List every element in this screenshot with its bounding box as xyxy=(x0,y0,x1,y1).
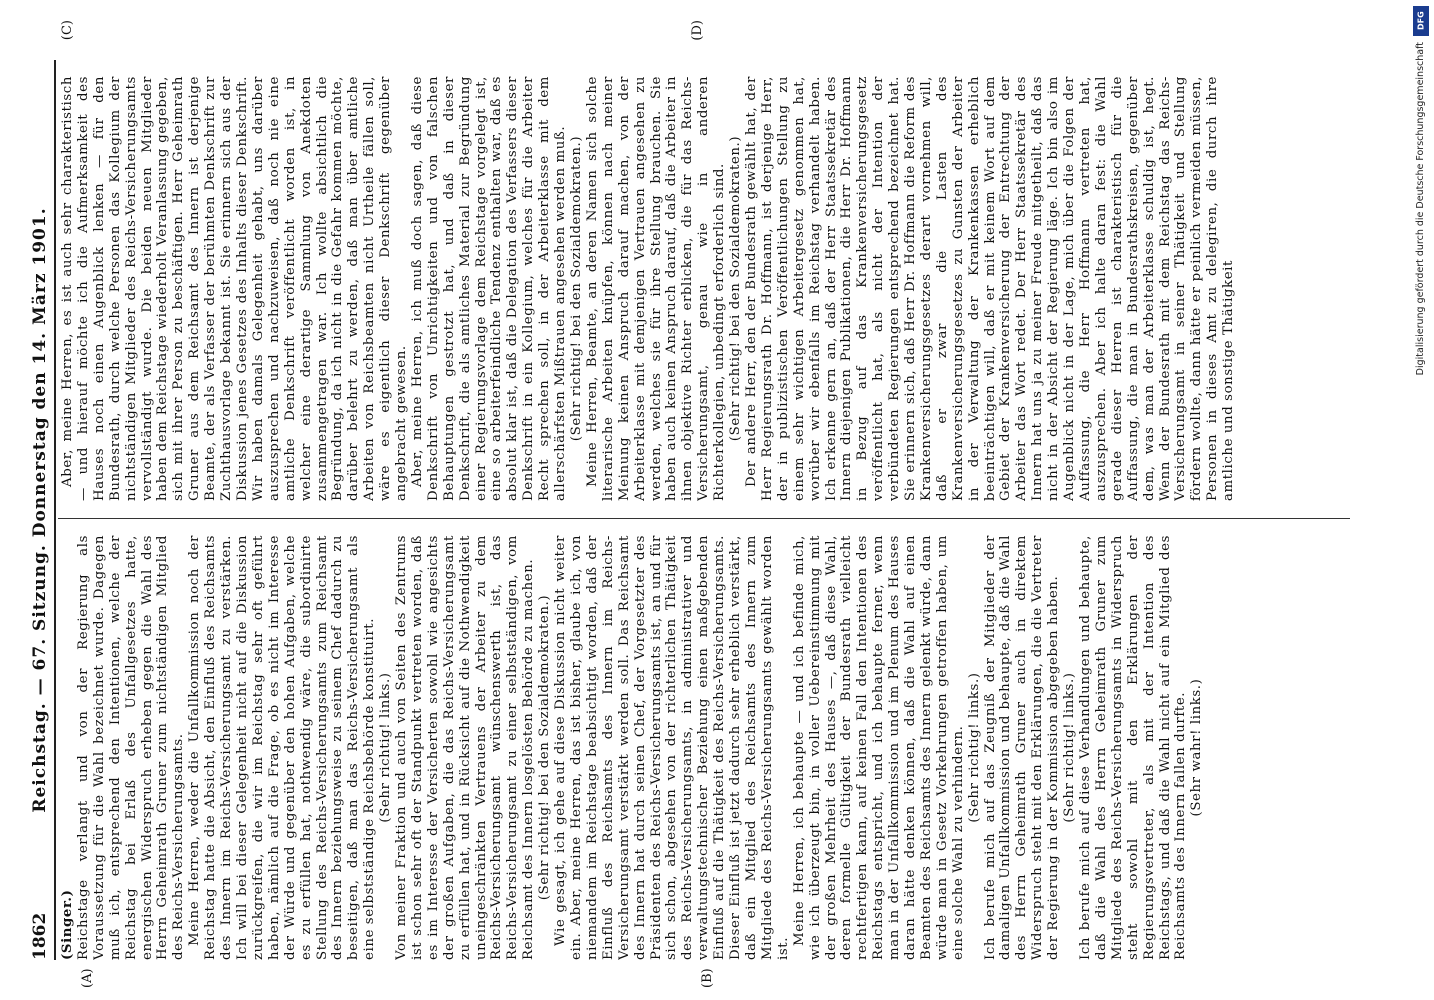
paragraph: Aber, meine Herren, ich muß doch sagen, daß diese Denkschrift von Unrichtigkeiten und von falschen Behauptungen gestrotzt hat, und daß in dieser Denkschrift, die als amtliches Material zur Begründung einer Regierungsvorlage dem Reichstage vorgelegt ist, eine so arbeiterfeindliche Tendenz enthalten war, daß es absolut klar ist, daß die Delegation des Verfassers dieser Denkschrift in ein Kollegium, welches für die Arbeiter Recht sprechen soll, in der Arbeiterklasse mit dem allerschärfsten Mißtrauen angesehen werden muß. xyxy=(409,76,569,501)
interjection: (Sehr richtig! links.) xyxy=(378,672,394,823)
interjection: (Sehr wahr! links.) xyxy=(1189,678,1205,817)
paragraph: Ich berufe mich auf das Zeugniß der Mitglieder der damaligen Unfallkommission und behaupte, daß die Wahl des Herrn Geheimrath Gruner auch in direktem Widerspruch steht mit den Erklärungen, die die Vertreter der Regierung in der Kommission abgegeben haben. xyxy=(982,535,1062,960)
paragraph: Aber, meine Herren, es ist auch sehr charakteristisch — und hierauf möchte ich die Aufmerksamkeit des Hauses noch einen Augenblick lenken — für den Bundesrath, durch welche Personen das Kollegium der nichtständigen Mitglieder des Reichs-Versicherungsamts vervollständigt wurde. Die beiden neuen Mitglieder haben dem Reichstage wiederholt Veranlassung gegeben, sich mit ihrer Person zu beschäftigen. Herr Geheimrath Gruner aus dem Reichsamt des Innern ist derjenige Beamte, der als Verfasser der berühmten Denkschrift zur Zuchthausvorlage bekannt ist. Sie erinnern sich aus der Diskussion jenes Gesetzes des Inhalts dieser Denkschrift. Wir haben damals Gelegenheit gehabt, uns darüber auszusprechen und nachzuweisen, daß noch nie eine amtliche Denkschrift veröffentlicht worden ist, in welcher eine derartige Sammlung von Anekdoten zusammengetragen war. Ich wollte absichtlich die Begründung, da ich nicht in die Gefahr kommen möchte, darüber belehrt zu werden, daß man über amtliche Arbeiten von Reichsbeamten nicht Urtheile fällen soll, wäre es eigentlich dieser Denkschrift gegenüber angebracht gewesen. xyxy=(60,76,410,501)
margin-marker-a: (A) xyxy=(80,968,95,988)
paragraph: Ich berufe mich auf diese Verhandlungen und behaupte, daß die Wahl des Herrn Geheimrath Gruner zum Mitgliede des Reichs-Versicherungsamts in Widerspruch steht sowohl mit den Erklärungen der Regierungsvertreter, als mit der Intention des Reichstags, und daß die Wahl nicht auf ein Mitglied des Reichsamts des Innern fallen durfte. xyxy=(1078,535,1189,960)
paragraph: Wie gesagt, ich gehe auf diese Diskussion nicht weiter ein. Aber, meine Herren, das ist bisher, glaube ich, von niemandem im Reichstage beabsichtigt worden, daß der Einfluß des Reichsamts des Innern im Reichs-Versicherungsamt verstärkt werden soll. Das Reichsamt des Innern hat durch seinen Chef, der Vorgesetzter des Präsidenten des Reichs-Versicherungsamts ist, an und für sich schon, abgesehen von der richterlichen Thätigkeit des Reichs-Versicherungsamts, in administrativer und verwaltungstechnischer Beziehung einen maßgebenden Einfluß auf die Thätigkeit des Reichs-Versicherungsamts. Dieser Einfluß ist jetzt dadurch sehr erheblich verstärkt, daß ein Mitglied des Reichsamts des Innern zum Mitgliede des Reichs-Versicherungsamts gewählt worden ist. xyxy=(553,535,791,960)
text-columns xyxy=(60,60,1350,960)
watermark-text: Digitalisierung gefördert durch die Deutsche Forschungsgemeinschaft xyxy=(1415,42,1426,376)
interjection: (Sehr richtig! bei den Sozialdemokraten.) xyxy=(728,135,744,442)
dfg-watermark xyxy=(1410,6,1432,996)
paragraph: Meine Herren, weder die Unfallkommission noch der Reichstag hatte die Absicht, den Einfluß des Reichsamts des Innern im Reichs-Versicherungsamt zu verstärken. Ich will bei dieser Gelegenheit nicht auf die Diskussion zurückgreifen, die wir im Reichstag sehr oft geführt haben, nämlich auf die Frage, ob es nicht im Interesse der Würde und gegenüber den hohen Aufgaben, welche es zu erfüllen hat, nothwendig wäre, die subordinirte Stellung des Reichs-Versicherungsamts zum Reichsamt des Innern beziehungsweise zu seinem Chef dadurch zu beseitigen, daß man das Reichs-Versicherungsamt als eine selbstständige Reichsbehörde konstituirt. xyxy=(187,535,378,960)
running-title: Reichstag. — 67. Sitzung. Donnerstag den 14. März 1901. xyxy=(30,207,50,813)
speaker-name: (Singer.) xyxy=(60,889,75,960)
interjection: (Sehr richtig! links.) xyxy=(966,672,982,823)
paragraph: Von meiner Fraktion und auch von Seiten des Zentrums ist schon sehr oft der Standpunkt vertreten worden, daß es im Interesse der Versicherten sowohl wie angesichts der großen Aufgaben, die das Reichs-Versicherungsamt zu erfüllen hat, und in Rücksicht auf die Nothwendigkeit uneingeschränkten Vertrauens der Arbeiter zu dem Reichs-Versicherungsamt wünschenswerth ist, das Reichs-Versicherungsamt zu einer selbstständigen, vom Reichsamt des Innern losgelösten Behörde zu machen. xyxy=(394,535,537,960)
column-divider xyxy=(58,518,1350,519)
dfg-logo-icon: DFG xyxy=(1413,6,1429,36)
right-column xyxy=(60,76,1350,501)
interjection: (Sehr richtig! bei den Sozialdemokraten.) xyxy=(537,594,553,901)
interjection: (Sehr richtig! links.) xyxy=(1062,672,1078,823)
paragraph: Meine Herren, Beamte, an deren Namen sich solche literarische Arbeiten knüpfen, können nach meiner Meinung keinen Anspruch darauf machen, von der Arbeiterklasse mit demjenigen Vertrauen angesehen zu werden, welches sie für ihre Stellung brauchen. Sie haben auch keinen Anspruch darauf, daß die Arbeiter in ihnen objektive Richter erblicken, die für das Reichs-Versicherungsamt, genau wie in anderen Richterkollegien, unbedingt erforderlich sind. xyxy=(584,76,728,501)
paragraph: Meine Herren, ich behaupte — und ich befinde mich, wie ich überzeugt bin, in voller Uebereinstimmung mit der großen Mehrheit des Hauses —, daß diese Wahl, deren formelle Gültigkeit der Bundesrath vielleicht rechtfertigen kann, auf keinen Fall den Intentionen des Reichstags entspricht, und ich behaupte ferner, wenn man in der Unfallkommission und im Plenum des Hauses daran hätte denken können, daß die Wahl auf einen Beamten des Reichsamts des Innern gelenkt würde, dann würde man in Gesetz Vorkehrungen getroffen haben, um eine solche Wahl zu verhindern. xyxy=(791,535,966,960)
margin-marker-d: (D) xyxy=(690,20,705,41)
margin-marker-b: (B) xyxy=(700,968,715,988)
paragraph: Reichstage verlangt und von der Regierung als Voraussetzung für die Wahl bezeichnet wurde. Dagegen muß ich, entsprechend den Intentionen, welche der Reichstag bei Erlaß des Unfallgesetzes hatte, energischen Widerspruch erheben gegen die Wahl des Herrn Geheimrath Gruner zum nichtständigen Mitglied des Reichs-Versicherungsamts. xyxy=(75,535,187,960)
page-number: 1862 xyxy=(30,912,50,960)
page-header xyxy=(18,60,56,960)
interjection: (Sehr richtig! bei den Sozialdemokraten.) xyxy=(569,135,584,442)
left-column xyxy=(60,535,1350,960)
margin-marker-c: (C) xyxy=(60,20,75,41)
paragraph: Der andere Herr, den der Bundesrath gewählt hat, der Herr Regierungsrath Dr. Hoffmann, ist derjenige Herr, der in publizistischen Veröffentlichungen Stellung zu einem sehr wichtigen Arbeitergesetz genommen hat, worüber wir ebenfalls im Reichstag verhandelt haben. Ich erkenne gern an, daß der Herr Staatssekretär des Innern diejenigen Publikationen, die Herr Dr. Hoffmann in Bezug auf das Krankenversicherungsgesetz veröffentlicht hat, als nicht der Intention der verbündeten Regierungen entsprechend bezeichnet hat. Sie erinnern sich, daß Herr Dr. Hoffmann die Reform des Krankenversicherungsgesetzes derart vornehmen will, daß er zwar die Lasten des Krankenversicherungsgesetzes zu Gunsten der Arbeiter in der Verwaltung der Krankenkassen erheblich beeinträchtigen will, daß er mit keinem Wort auf dem Gebiet der Krankenversicherung der Entrechtung der Arbeiter das Wort redet. Der Herr Staatssekretär des Innern hat uns ja zu meiner Freude mitgetheilt, daß das nicht in der Absicht der Regierung läge. Ich bin also im Augenblick nicht in der Lage, mich über die Folgen der Auffassung, die Herr Hoffmann vertreten hat, auszusprechen. Aber ich halte daran fest: die Wahl gerade dieser Herren ist charakteristisch für die Auffassung, die man in Bundesrathskreisen, gegenüber dem, was man der Arbeiterklasse schuldig ist, hegt. Wenn der Bundesrath mit dem Reichstag das Reichs-Versicherungsamt in seiner Thätigkeit und Stellung fördern wollte, dann hätte er peinlich vermeiden müssen, Personen in dieses Amt zu delegiren, die durch ihre amtliche und sonstige Thätigkeit xyxy=(743,76,1237,501)
